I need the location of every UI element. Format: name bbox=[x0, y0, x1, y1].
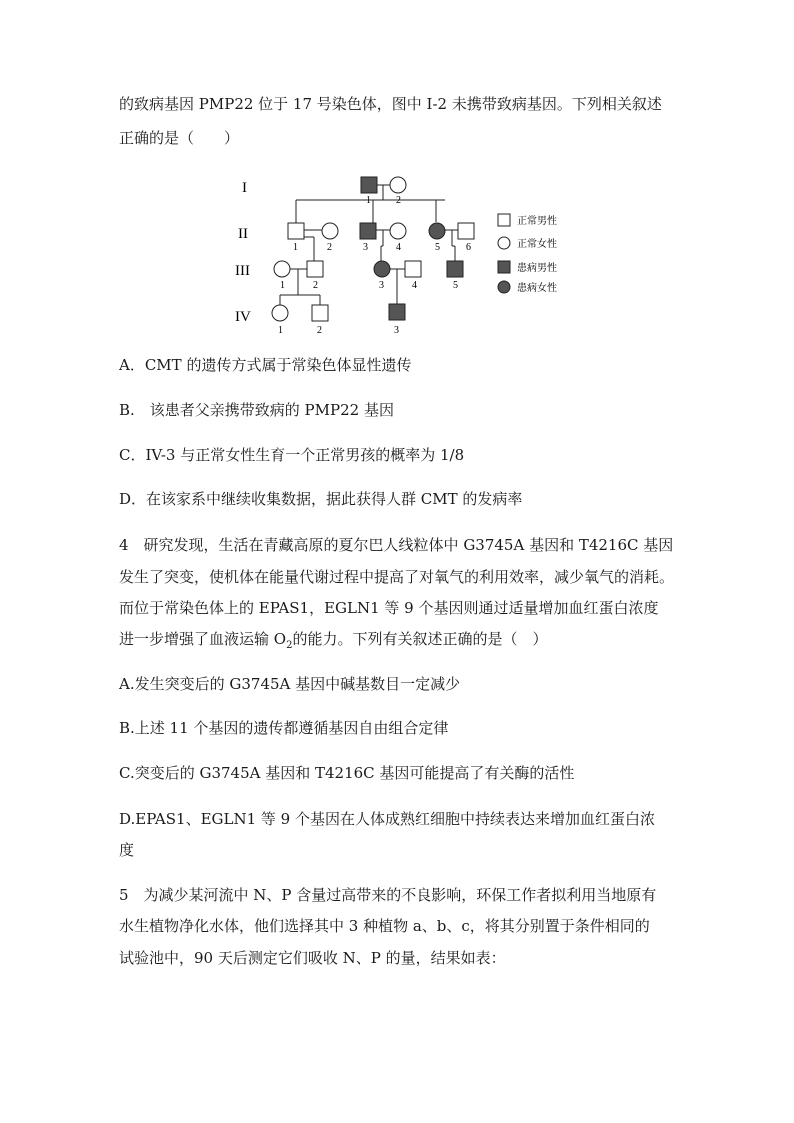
question3-stem-line1: 的致病基因 PMP22 位于 17 号染色体，图中 I-2 未携带致病基因。下列相关叙述 bbox=[119, 95, 662, 113]
generation-label-II: II bbox=[238, 226, 248, 242]
number-IV3: 3 bbox=[394, 325, 399, 336]
question4-line4-pre: 进一步增强了血液运输 O bbox=[119, 630, 287, 648]
question4-stem-line3: 而位于常染色体上的 EPAS1，EGLN1 等 9 个基因则通过适量增加血红蛋白浓度 bbox=[119, 599, 659, 617]
number-II1: 1 bbox=[293, 242, 298, 253]
question5-stem-line2: 水生植物净化水体，他们选择其中 3 种植物 a、b、c，将其分别置于条件相同的 bbox=[119, 917, 650, 935]
question4-line4-post: 的能力。下列有关叙述正确的是（ ） bbox=[292, 630, 548, 648]
question5-stem-line3: 试验池中，90 天后测定它们吸收 N、P 的量，结果如表： bbox=[119, 949, 506, 967]
generation-label-I: I bbox=[242, 180, 247, 196]
individual-III2-normal-male bbox=[307, 261, 323, 277]
legend-affected-male-symbol bbox=[498, 261, 510, 273]
question4-stem-line4 bbox=[119, 629, 547, 656]
legend-normal-male-label: 正常男性 bbox=[517, 216, 557, 227]
individual-III3-affected-female bbox=[374, 261, 390, 277]
number-III3: 3 bbox=[379, 280, 384, 291]
pedigree-svg bbox=[230, 170, 590, 340]
number-IV2: 2 bbox=[317, 325, 322, 336]
number-II2: 2 bbox=[327, 242, 332, 253]
individual-IV2-normal-male bbox=[312, 305, 328, 321]
generation-label-III: III bbox=[235, 263, 250, 279]
question5-stem-line1: 5 为减少某河流中 N、P 含量过高带来的不良影响，环保工作者拟利用当地原有 bbox=[119, 886, 657, 904]
number-II4: 4 bbox=[396, 242, 401, 253]
legend-affected-male-label: 患病男性 bbox=[517, 263, 557, 274]
number-III2: 2 bbox=[313, 280, 318, 291]
number-III1: 1 bbox=[280, 280, 285, 291]
question3-stem-line2: 正确的是（ ） bbox=[119, 129, 240, 147]
individual-II6-normal-male bbox=[458, 223, 474, 239]
number-II5: 5 bbox=[435, 242, 440, 253]
question4-option-d: D.EPAS1、EGLN1 等 9 个基因在人体成熟红细胞中持续表达来增加血红蛋白浓 bbox=[119, 810, 655, 828]
question4-option-d-cont: 度 bbox=[119, 841, 135, 859]
oxygen-subscript: 2 bbox=[286, 640, 293, 651]
question4-stem-line2: 发生了突变，使机体在能量代谢过程中提高了对氧气的利用效率，减少氧气的消耗。 bbox=[119, 568, 675, 586]
question3-option-c: C．IV-3 与正常女性生育一个正常男孩的概率为 1/8 bbox=[119, 446, 465, 464]
legend-normal-female-label: 正常女性 bbox=[517, 239, 557, 250]
number-II3: 3 bbox=[363, 242, 368, 253]
question4-stem-line1: 4 研究发现，生活在青藏高原的夏尔巴人线粒体中 G3745A 基因和 T4216C 基因 bbox=[119, 536, 674, 554]
legend-normal-male-symbol bbox=[498, 214, 510, 226]
individual-I2-normal-female bbox=[390, 177, 406, 193]
individual-II1-normal-male bbox=[288, 223, 304, 239]
individual-III4-normal-male bbox=[405, 261, 421, 277]
individual-II4-normal-female bbox=[390, 223, 406, 239]
number-III4: 4 bbox=[412, 280, 417, 291]
individual-III1-normal-female bbox=[274, 261, 290, 277]
number-IV1: 1 bbox=[278, 325, 283, 336]
number-II6: 6 bbox=[466, 242, 471, 253]
individual-II5-affected-female bbox=[429, 223, 445, 239]
individual-II2-normal-female bbox=[322, 223, 338, 239]
individual-II3-affected-male bbox=[360, 223, 376, 239]
individual-I1-affected-male bbox=[361, 177, 377, 193]
question4-option-a: A.发生突变后的 G3745A 基因中碱基数目一定减少 bbox=[119, 675, 461, 693]
number-I2: 2 bbox=[396, 195, 401, 206]
legend-affected-female-symbol bbox=[498, 281, 510, 293]
question3-option-b: B. 该患者父亲携带致病的 PMP22 基因 bbox=[119, 401, 394, 419]
question3-option-d: D．在该家系中继续收集数据，据此获得人群 CMT 的发病率 bbox=[119, 490, 523, 508]
individual-IV1-normal-female bbox=[272, 305, 288, 321]
question3-option-a: A．CMT 的遗传方式属于常染色体显性遗传 bbox=[119, 356, 412, 374]
number-I1: 1 bbox=[366, 195, 371, 206]
legend-normal-female-symbol bbox=[498, 237, 510, 249]
legend-affected-female-label: 患病女性 bbox=[517, 283, 557, 294]
generation-label-IV: IV bbox=[235, 309, 251, 325]
individual-III5-affected-male bbox=[447, 261, 463, 277]
pedigree-diagram bbox=[230, 170, 590, 344]
question4-option-c: C.突变后的 G3745A 基因和 T4216C 基因可能提高了有关酶的活性 bbox=[119, 764, 575, 782]
question4-option-b: B.上述 11 个基因的遗传都遵循基因自由组合定律 bbox=[119, 719, 449, 737]
number-III5: 5 bbox=[453, 280, 458, 291]
individual-IV3-affected-male bbox=[389, 304, 405, 320]
